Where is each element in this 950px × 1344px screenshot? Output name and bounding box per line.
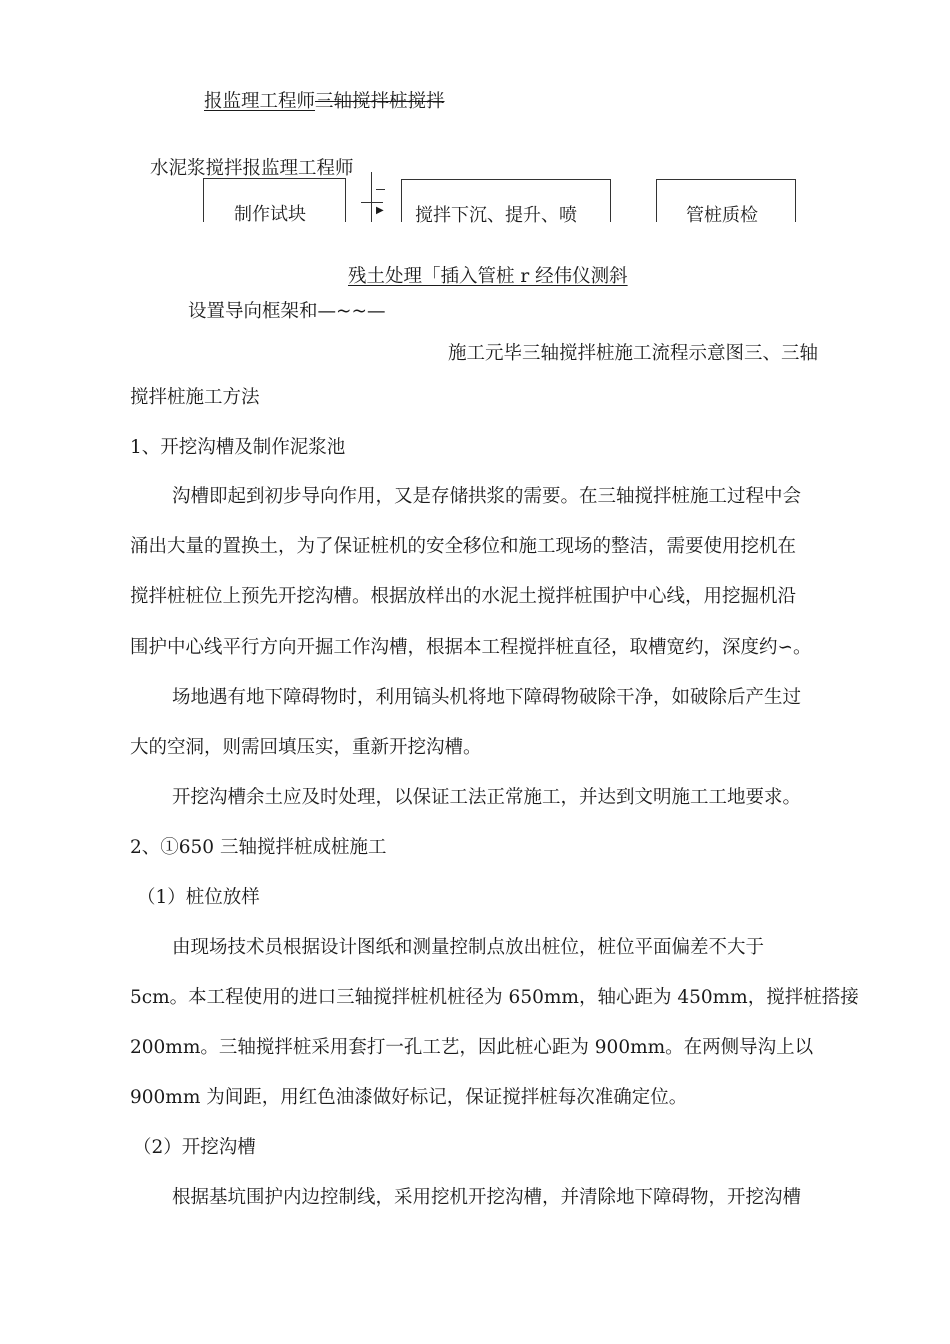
flow-box-test-block-label: 制作试块 (234, 204, 306, 225)
paragraph-4-line-4: 900mm 为间距，用红色油漆做好标记，保证搅拌桩每次准确定位。 (130, 1087, 688, 1108)
flow-step-soil-processing: 残土处理「插入管桩 r 经伟仪测斜 (348, 266, 628, 287)
flow-arrow-icon: ▶ (376, 205, 384, 216)
paragraph-1-line-3: 搅拌桩桩位上预先开挖沟槽。根据放样出的水泥土搅拌桩围护中心线，用挖掘机沿 (130, 586, 797, 607)
flow-text-report: 报监理工程师 (204, 91, 316, 112)
paragraph-4-line-3: 200mm。三轴搅拌桩采用套打一孔工艺，因此桩心距为 900mm。在两侧导沟上以 (130, 1037, 814, 1058)
heading-1: 1、开挖沟槽及制作泥浆池 (130, 437, 346, 458)
flow-label-cement: 水泥浆搅拌报监理工程师 (150, 158, 354, 179)
paragraph-1-line-1: 沟槽即起到初步导向作用，又是存储拱浆的需要。在三轴搅拌桩施工过程中会 (172, 486, 802, 507)
flow-box-mixing (401, 179, 611, 226)
heading-2-1: （1）桩位放样 (137, 887, 260, 908)
paragraph-1-line-2: 涌出大量的置换土，为了保证桩机的安全移位和施工现场的整洁，需要使用挖机在 (130, 536, 797, 557)
paragraph-4-line-2: 5cm。本工程使用的进口三轴搅拌桩机桩径为 650mm，轴心距为 450mm，搅拌桩搭接 (130, 987, 859, 1008)
flow-step-guide-frame: 设置导向框架和—~~— (188, 301, 386, 322)
heading-2-2: （2）开挖沟槽 (133, 1137, 256, 1158)
heading-2: 2、①650 三轴搅拌桩成桩施工 (130, 837, 387, 858)
paragraph-1-line-4: 围护中心线平行方向开掘工作沟槽，根据本工程搅拌桩直径，取槽宽约，深度约∽。 (130, 637, 812, 658)
flow-caption: 施工元毕三轴搅拌桩施工流程示意图三、三轴 (448, 343, 819, 364)
flow-text-mixing: 三轴搅拌桩搅拌 (315, 91, 445, 112)
paragraph-5-line-1: 根据基坑围护内边控制线，采用挖机开挖沟槽，并清除地下障碍物，开挖沟槽 (172, 1187, 802, 1208)
paragraph-3: 开挖沟槽余土应及时处理，以保证工法正常施工，并达到文明施工工地要求。 (172, 787, 802, 808)
flow-box-pile-inspection-label: 管桩质检 (686, 205, 758, 226)
flow-connector-line (371, 172, 372, 222)
flow-connector-dash (376, 189, 385, 190)
paragraph-2-line-1: 场地遇有地下障碍物时，利用镐头机将地下障碍物破除干净，如破除后产生过 (172, 687, 802, 708)
paragraph-4-line-1: 由现场技术员根据设计图纸和测量控制点放出桩位，桩位平面偏差不大于 (172, 937, 765, 958)
flow-box-mixing-label: 搅拌下沉、提升、喷 (415, 205, 577, 226)
flow-connector-dash-2 (361, 202, 383, 203)
section-title-method: 搅拌桩施工方法 (130, 387, 260, 408)
paragraph-2-line-2: 大的空洞，则需回填压实，重新开挖沟槽。 (130, 737, 482, 758)
flow-box-pile-inspection (656, 179, 796, 226)
flow-step-report-supervisor (204, 90, 445, 114)
flow-box-test-block (203, 178, 346, 225)
